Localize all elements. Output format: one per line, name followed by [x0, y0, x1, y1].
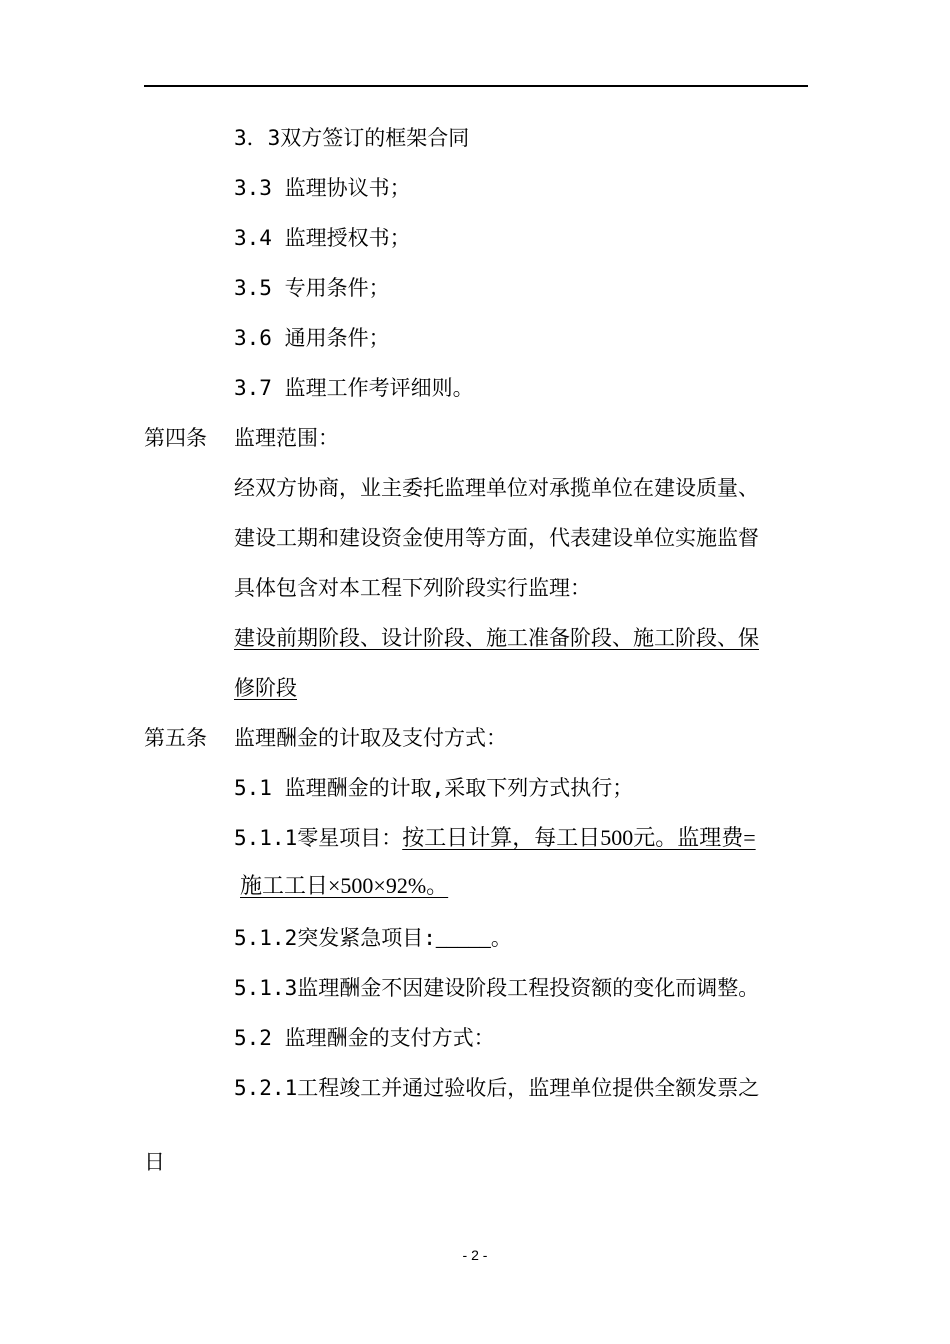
item-3-5: 3.5 专用条件；	[234, 276, 390, 300]
article-5-title: 监理酬金的计取及支付方式：	[234, 726, 507, 750]
item-5-1-2-end: 。	[490, 926, 512, 950]
item-5-1-3: 5.1.3监理酬金不因建设阶段工程投资额的变化而调整。	[234, 976, 760, 1000]
article-5-number: 第五条	[144, 726, 207, 750]
item-5-1-2-blank: _____	[435, 925, 491, 950]
page-number: - 2 -	[462, 1247, 488, 1263]
item-5-2: 5.2 监理酬金的支付方式：	[234, 1026, 495, 1050]
item-5-2-1: 5.2.1工程竣工并通过验收后，监理单位提供全额发票之	[234, 1076, 760, 1100]
item-3-3-framework: 3．3双方签订的框架合同	[234, 126, 470, 150]
item-5-1-1	[234, 824, 756, 852]
item-3-6: 3.6 通用条件；	[234, 326, 390, 350]
article-4-number: 第四条	[144, 426, 207, 450]
item-3-7: 3.7 监理工作考评细则。	[234, 376, 474, 400]
item-5-1: 5.1 监理酬金的计取,采取下列方式执行；	[234, 776, 634, 800]
article-4-title: 监理范围：	[234, 426, 339, 450]
item-5-1-1-rate: 按工日计算，每工日500元。监理费=	[402, 825, 756, 850]
item-5-1-1-formula: 施工工日×500×92%。	[240, 873, 449, 898]
article-4-stages-line1: 建设前期阶段、设计阶段、施工准备阶段、施工阶段、保	[234, 626, 759, 650]
article-4-stages-line2: 修阶段	[234, 676, 297, 700]
article-4-paragraph-line3: 具体包含对本工程下列阶段实行监理：	[234, 576, 591, 600]
item-3-4: 3.4 监理授权书；	[234, 226, 411, 250]
item-5-1-2-prefix: 5.1.2突发紧急项目:	[234, 926, 436, 950]
item-3-3: 3.3 监理协议书；	[234, 176, 411, 200]
header-rule	[144, 85, 808, 87]
item-5-1-2	[234, 924, 512, 952]
article-4-paragraph-line1: 经双方协商，业主委托监理单位对承揽单位在建设质量、	[234, 476, 759, 500]
item-5-1-1-prefix: 5.1.1零星项目：	[234, 826, 403, 850]
article-4-paragraph-line2: 建设工期和建设资金使用等方面，代表建设单位实施监督	[234, 526, 759, 550]
item-5-2-1-continuation: 日	[144, 1150, 165, 1174]
